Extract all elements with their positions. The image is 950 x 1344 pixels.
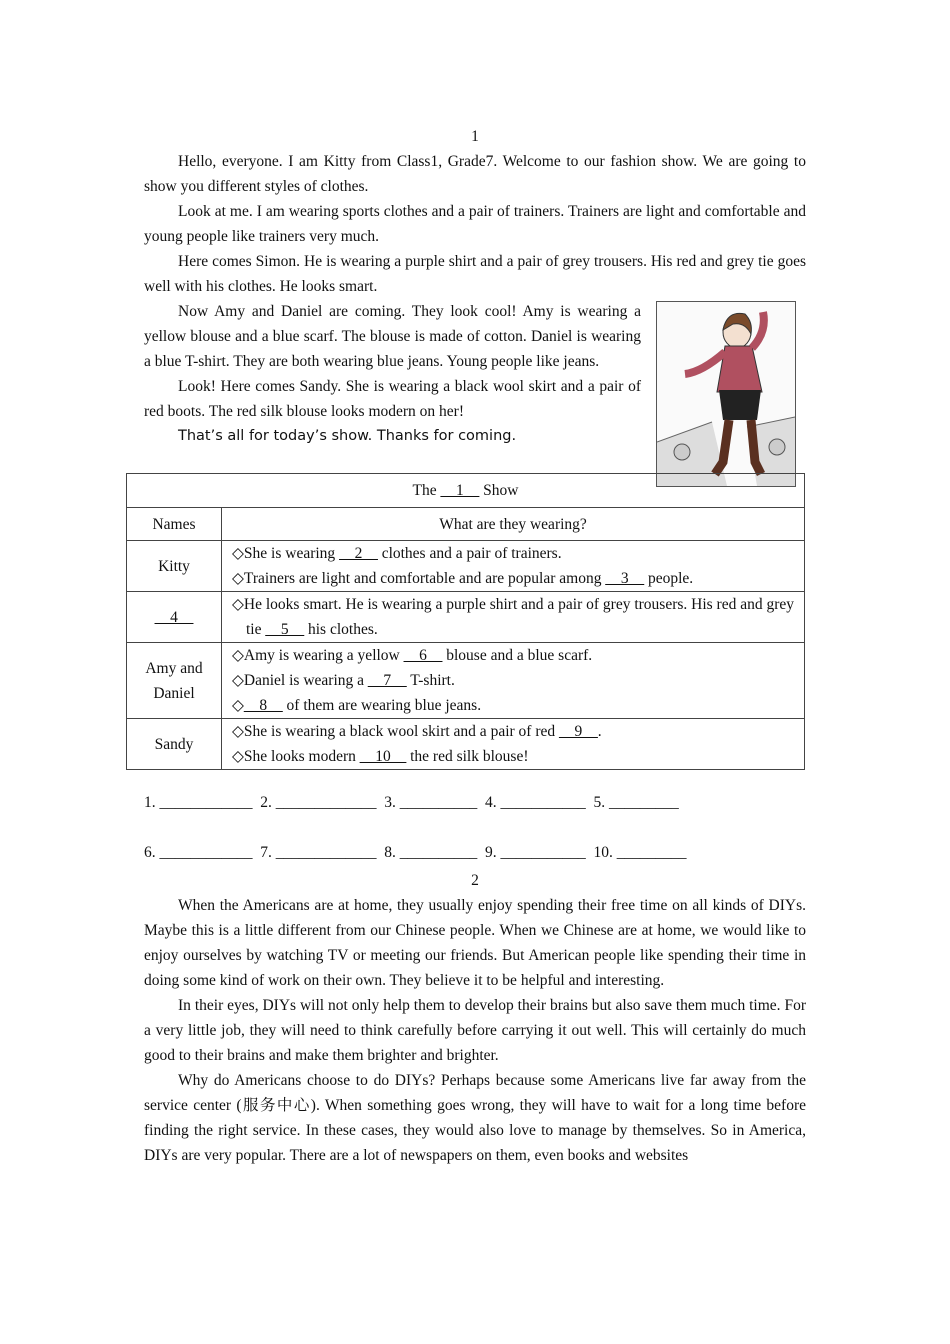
- header-wearing: What are they wearing?: [222, 508, 805, 541]
- row-content: [222, 541, 805, 592]
- paragraph-3: Here comes Simon. He is wearing a purple shirt and a pair of grey trousers. His red and grey tie goes well with his clothes. He looks smart.: [144, 253, 806, 295]
- table-line: ◇Amy is wearing a yellow __6__ blouse and a blue scarf.: [232, 647, 593, 664]
- table-line: ◇She is wearing a black wool skirt and a pair of red __9__.: [232, 723, 602, 740]
- section-2-number: 2: [471, 872, 479, 889]
- fashion-girl-illustration: [656, 301, 796, 487]
- blank-2: __2__: [339, 545, 378, 562]
- table-line: ◇She is wearing __2__ clothes and a pair of trainers.: [232, 545, 562, 562]
- section-1: [144, 124, 806, 449]
- table-row: [127, 541, 805, 592]
- paragraph-s2-2: In their eyes, DIYs will not only help them to develop their brains but also save them much time. For a very little job, they will need to think carefully before carrying it out well. This will certainly do much good to their brains and make them brighter and brighter.: [144, 997, 806, 1064]
- paragraph-s2-3: Why do Americans choose to do DIYs? Perhaps because some Americans live far away from the service center (服务中心). When something goes wrong, they will have to wait for a long time before finding the right service. In these cases, they would also love to manage by themselves. So in America, DIYs are very popular. There are a lot of newspapers on them, even books and websites: [144, 1072, 806, 1164]
- section-1-number: 1: [471, 128, 479, 145]
- row-name-blank-4: __4__: [127, 592, 222, 643]
- section-2: [144, 868, 806, 1168]
- row-name: Amy and Daniel: [127, 643, 222, 719]
- table-line: ◇__8__ of them are wearing blue jeans.: [232, 697, 482, 714]
- blank-9: __9__: [559, 723, 598, 740]
- answer-line-2[interactable]: 6. ____________ 7. _____________ 8. __________ 9. ___________ 10. _________: [144, 844, 687, 861]
- blank-8: __8__: [243, 697, 283, 714]
- paragraph-2: Look at me. I am wearing sports clothes and a pair of trainers. Trainers are light and comfortable and young people like trainers very much.: [144, 203, 806, 245]
- table-line: ◇Trainers are light and comfortable and are popular among __3__ people.: [232, 570, 694, 587]
- blank-1: __1__: [440, 482, 480, 499]
- row-name: Kitty: [127, 541, 222, 592]
- table-row: [127, 719, 805, 770]
- paragraph-5: Look! Here comes Sandy. She is wearing a black wool skirt and a pair of red boots. The red silk blouse looks modern on her!: [144, 378, 641, 420]
- table-line: ◇Daniel is wearing a __7__ T-shirt.: [232, 672, 455, 689]
- paragraph-1: Hello, everyone. I am Kitty from Class1, Grade7. Welcome to our fashion show. We are going to show you different styles of clothes.: [144, 153, 806, 195]
- table-row: [127, 643, 805, 719]
- row-content: [222, 719, 805, 770]
- blank-6: __6__: [403, 647, 443, 664]
- blank-5: __5__: [265, 621, 305, 638]
- row-content: [222, 643, 805, 719]
- fashion-show-table: [126, 473, 805, 770]
- wrapped-text-block: [144, 299, 806, 449]
- table-row: [127, 592, 805, 643]
- answer-line-1[interactable]: 1. ____________ 2. _____________ 3. __________ 4. ___________ 5. _________: [144, 794, 679, 811]
- table-title: The __1__ Show: [127, 474, 805, 508]
- header-names: Names: [127, 508, 222, 541]
- blank-10: __10__: [359, 748, 407, 765]
- paragraph-4: Now Amy and Daniel are coming. They look cool! Amy is wearing a yellow blouse and a blue scarf. The blouse is made of cotton. Daniel is wearing a blue T-shirt. They are both wearing blue jeans. Young people like jeans.: [144, 303, 641, 370]
- row-content: [222, 592, 805, 643]
- row-name: Sandy: [127, 719, 222, 770]
- blank-3: __3__: [605, 570, 645, 587]
- closing-line: That’s all for today’s show. Thanks for coming.: [178, 428, 517, 444]
- table-line: ◇He looks smart. He is wearing a purple shirt and a pair of grey trousers. His red and grey tie __5__ his clothes.: [232, 596, 795, 638]
- blank-7: __7__: [367, 672, 407, 689]
- paragraph-s2-1: When the Americans are at home, they usually enjoy spending their free time on all kinds of DIYs. Maybe this is a little different from our Chinese people. When we Chinese are at home, we would like to enjoy ourselves by watching TV or meeting our friends. But American people like spending their time in doing some kind of work on their own. They believe it to be helpful and interesting.: [144, 897, 806, 989]
- table-line: ◇She looks modern __10__ the red silk blouse!: [232, 748, 529, 765]
